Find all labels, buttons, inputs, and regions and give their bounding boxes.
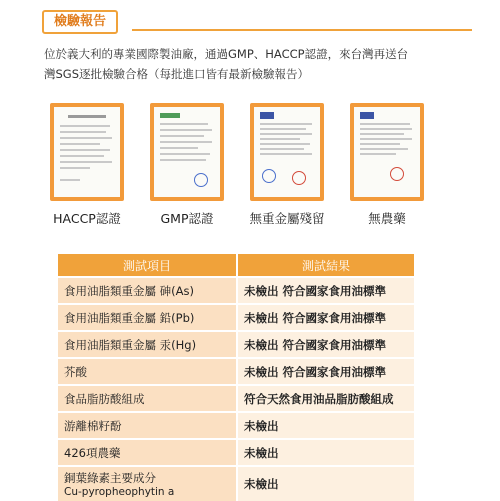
test-result: 未檢出 符合國家食用油標準 xyxy=(237,277,414,304)
test-item-name: 銅葉綠素主要成分 xyxy=(64,471,156,485)
haccp-label: HACCP認證 xyxy=(53,211,121,226)
test-results-table xyxy=(58,254,414,501)
header-test-result: 測試結果 xyxy=(237,254,414,277)
gmp-label: GMP認證 xyxy=(160,211,214,226)
intro-text xyxy=(44,44,464,84)
intro-line-1: 位於義大利的專業國際製油廠，通過GMP、HACCP認證，來台灣再送台 xyxy=(44,47,409,61)
test-result: 符合天然食用油品脂肪酸組成 xyxy=(237,385,414,412)
test-item-subname: Cu-pyropheophytin a xyxy=(64,486,175,498)
section-title: 檢驗報告 xyxy=(42,10,118,34)
intro-line-2: 灣SGS逐批檢驗合格（每批進口皆有最新檢驗報告） xyxy=(44,67,310,81)
table-row xyxy=(58,385,414,412)
haccp-certificate-image xyxy=(50,103,124,201)
table-row xyxy=(58,358,414,385)
pesticide-report-image xyxy=(350,103,424,201)
pesticide-label: 無農藥 xyxy=(368,211,406,226)
test-result: 未檢出 xyxy=(237,412,414,439)
test-item: 食用油脂類重金屬 汞(Hg) xyxy=(58,331,237,358)
table-row xyxy=(58,277,414,304)
heavy-metal-label: 無重金屬殘留 xyxy=(249,211,325,226)
test-item: 食用油脂類重金屬 鉛(Pb) xyxy=(58,304,237,331)
header-test-item: 測試項目 xyxy=(58,254,237,277)
certificate-gallery xyxy=(50,103,450,233)
test-result: 未檢出 符合國家食用油標準 xyxy=(237,304,414,331)
test-item xyxy=(58,466,237,501)
table-row xyxy=(58,466,414,501)
test-item: 食品脂肪酸組成 xyxy=(58,385,237,412)
heading-divider xyxy=(132,29,472,31)
test-item: 426項農藥 xyxy=(58,439,237,466)
table-row xyxy=(58,412,414,439)
test-item: 食用油脂類重金屬 砷(As) xyxy=(58,277,237,304)
table-row xyxy=(58,304,414,331)
table-row xyxy=(58,439,414,466)
section-heading xyxy=(42,10,472,34)
test-result: 未檢出 符合國家食用油標準 xyxy=(237,331,414,358)
table-row xyxy=(58,331,414,358)
test-result: 未檢出 xyxy=(237,439,414,466)
table-header-row xyxy=(58,254,414,277)
test-result: 未檢出 符合國家食用油標準 xyxy=(237,358,414,385)
test-result: 未檢出 xyxy=(237,466,414,501)
test-item: 游離棉籽酚 xyxy=(58,412,237,439)
gmp-certificate-image xyxy=(150,103,224,201)
test-item: 芥酸 xyxy=(58,358,237,385)
heavy-metal-report-image xyxy=(250,103,324,201)
